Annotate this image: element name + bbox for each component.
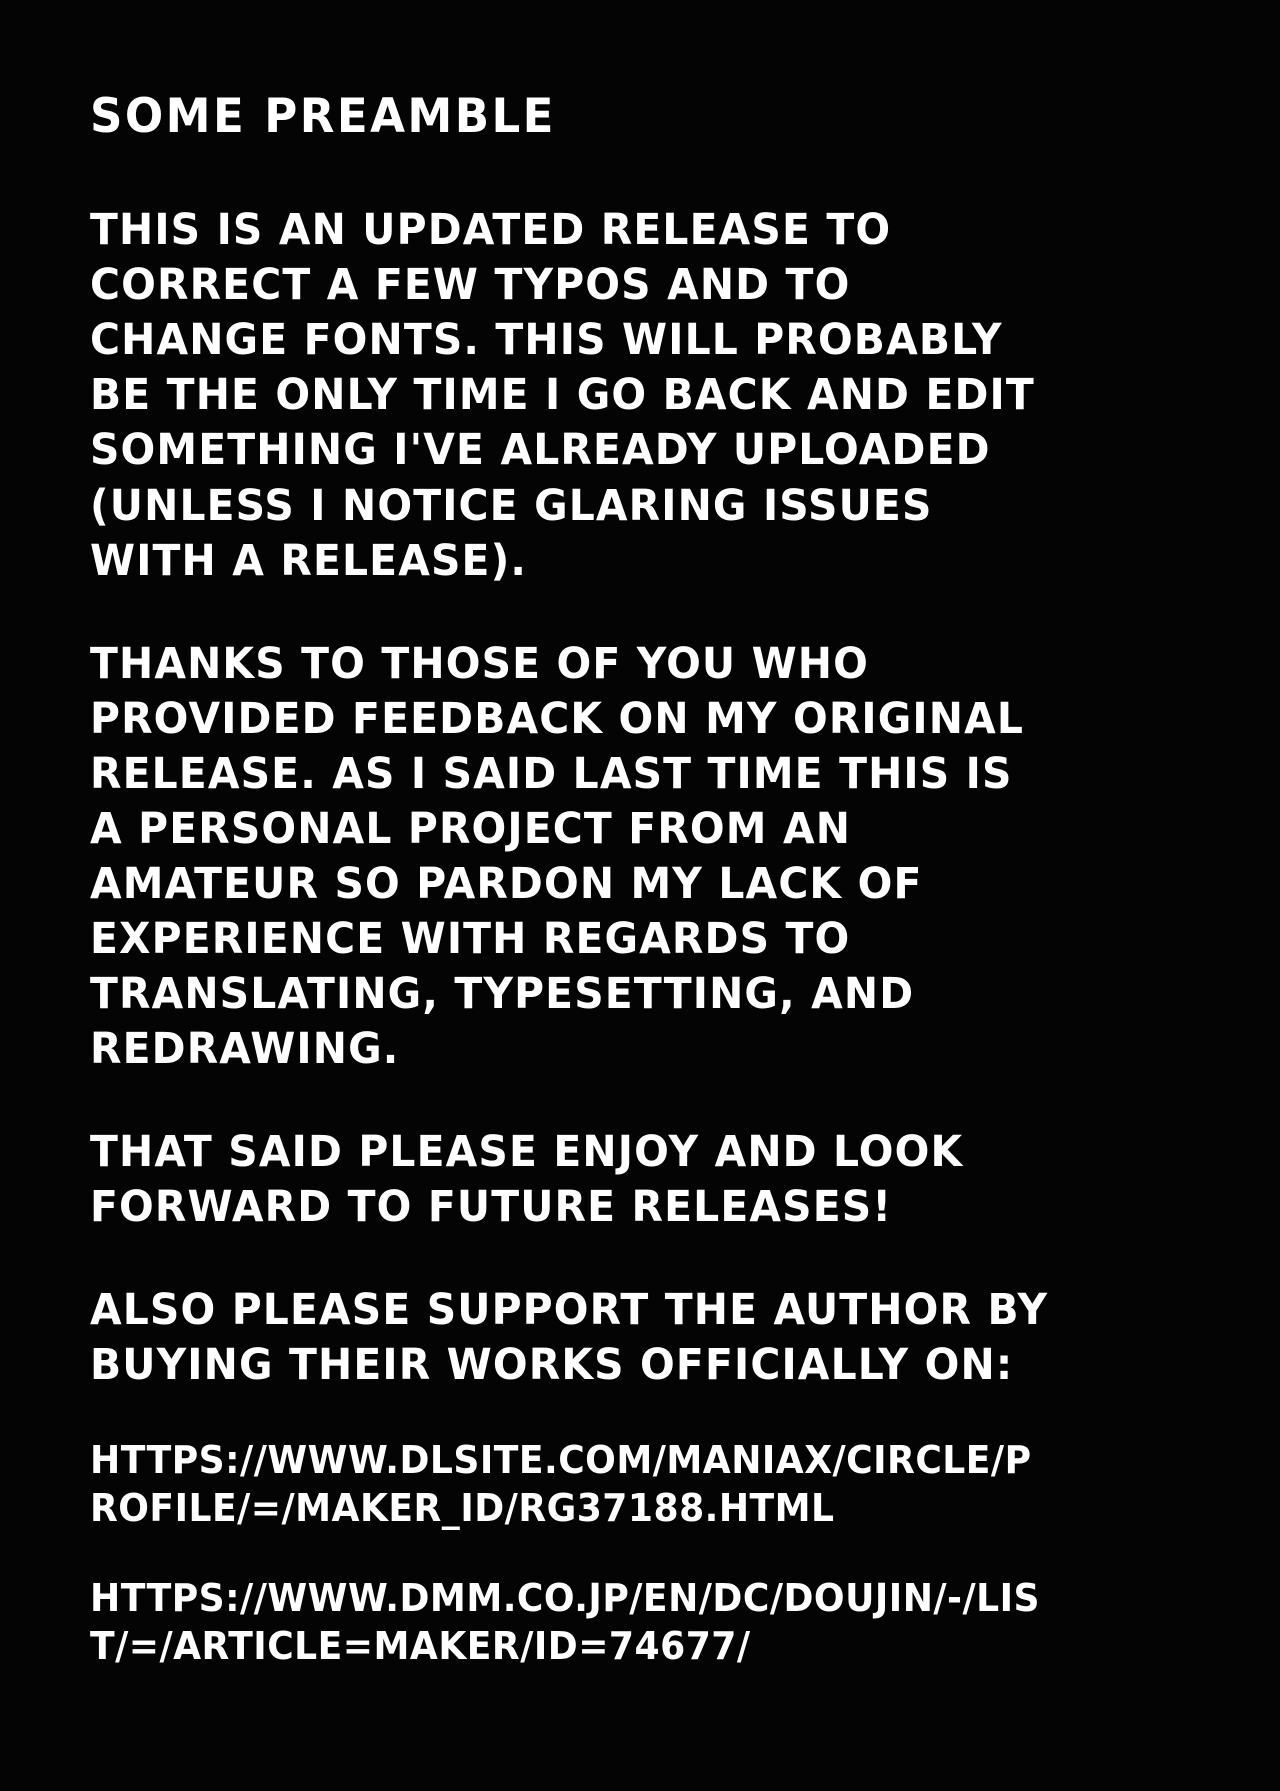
page-title: SOME PREAMBLE [90,89,556,144]
dmm-link[interactable]: HTTPS://WWW.DMM.CO.JP/EN/DC/DOUJIN/-/LIST/=/ARTICLE=MAKER/ID=74677/ [90,1575,1041,1668]
paragraph-enjoy: THAT SAID PLEASE ENJOY AND LOOK FORWARD TO FUTURE RELEASES! [90,1126,964,1232]
paragraph-update-notice: THIS IS AN UPDATED RELEASE TO CORRECT A FEW TYPOS AND TO CHANGE FONTS. THIS WILL PROBABLY BE THE ONLY TIME I GO BACK AND EDIT SOMETHING I'VE ALREADY UPLOADED (UNLESS I NOTICE GLARING ISSUES WITH A RELEASE). [90,205,1035,586]
paragraph-thanks: THANKS TO THOSE OF YOU WHO PROVIDED FEEDBACK ON MY ORIGINAL RELEASE. AS I SAID LAST TIME THIS IS A PERSONAL PROJECT FROM AN AMATEUR SO PARDON MY LACK OF EXPERIENCE WITH REGARDS TO TRANSLATING, TYPESETTING, AND REDRAWING. [90,638,1025,1074]
dlsite-link[interactable]: HTTPS://WWW.DLSITE.COM/MANIAX/CIRCLE/PROFILE/=/MAKER_ID/RG37188.HTML [90,1437,1032,1530]
preamble-content [90,89,1155,1712]
paragraph-support-author: ALSO PLEASE SUPPORT THE AUTHOR BY BUYING THEIR WORKS OFFICIALLY ON: [90,1284,1049,1390]
